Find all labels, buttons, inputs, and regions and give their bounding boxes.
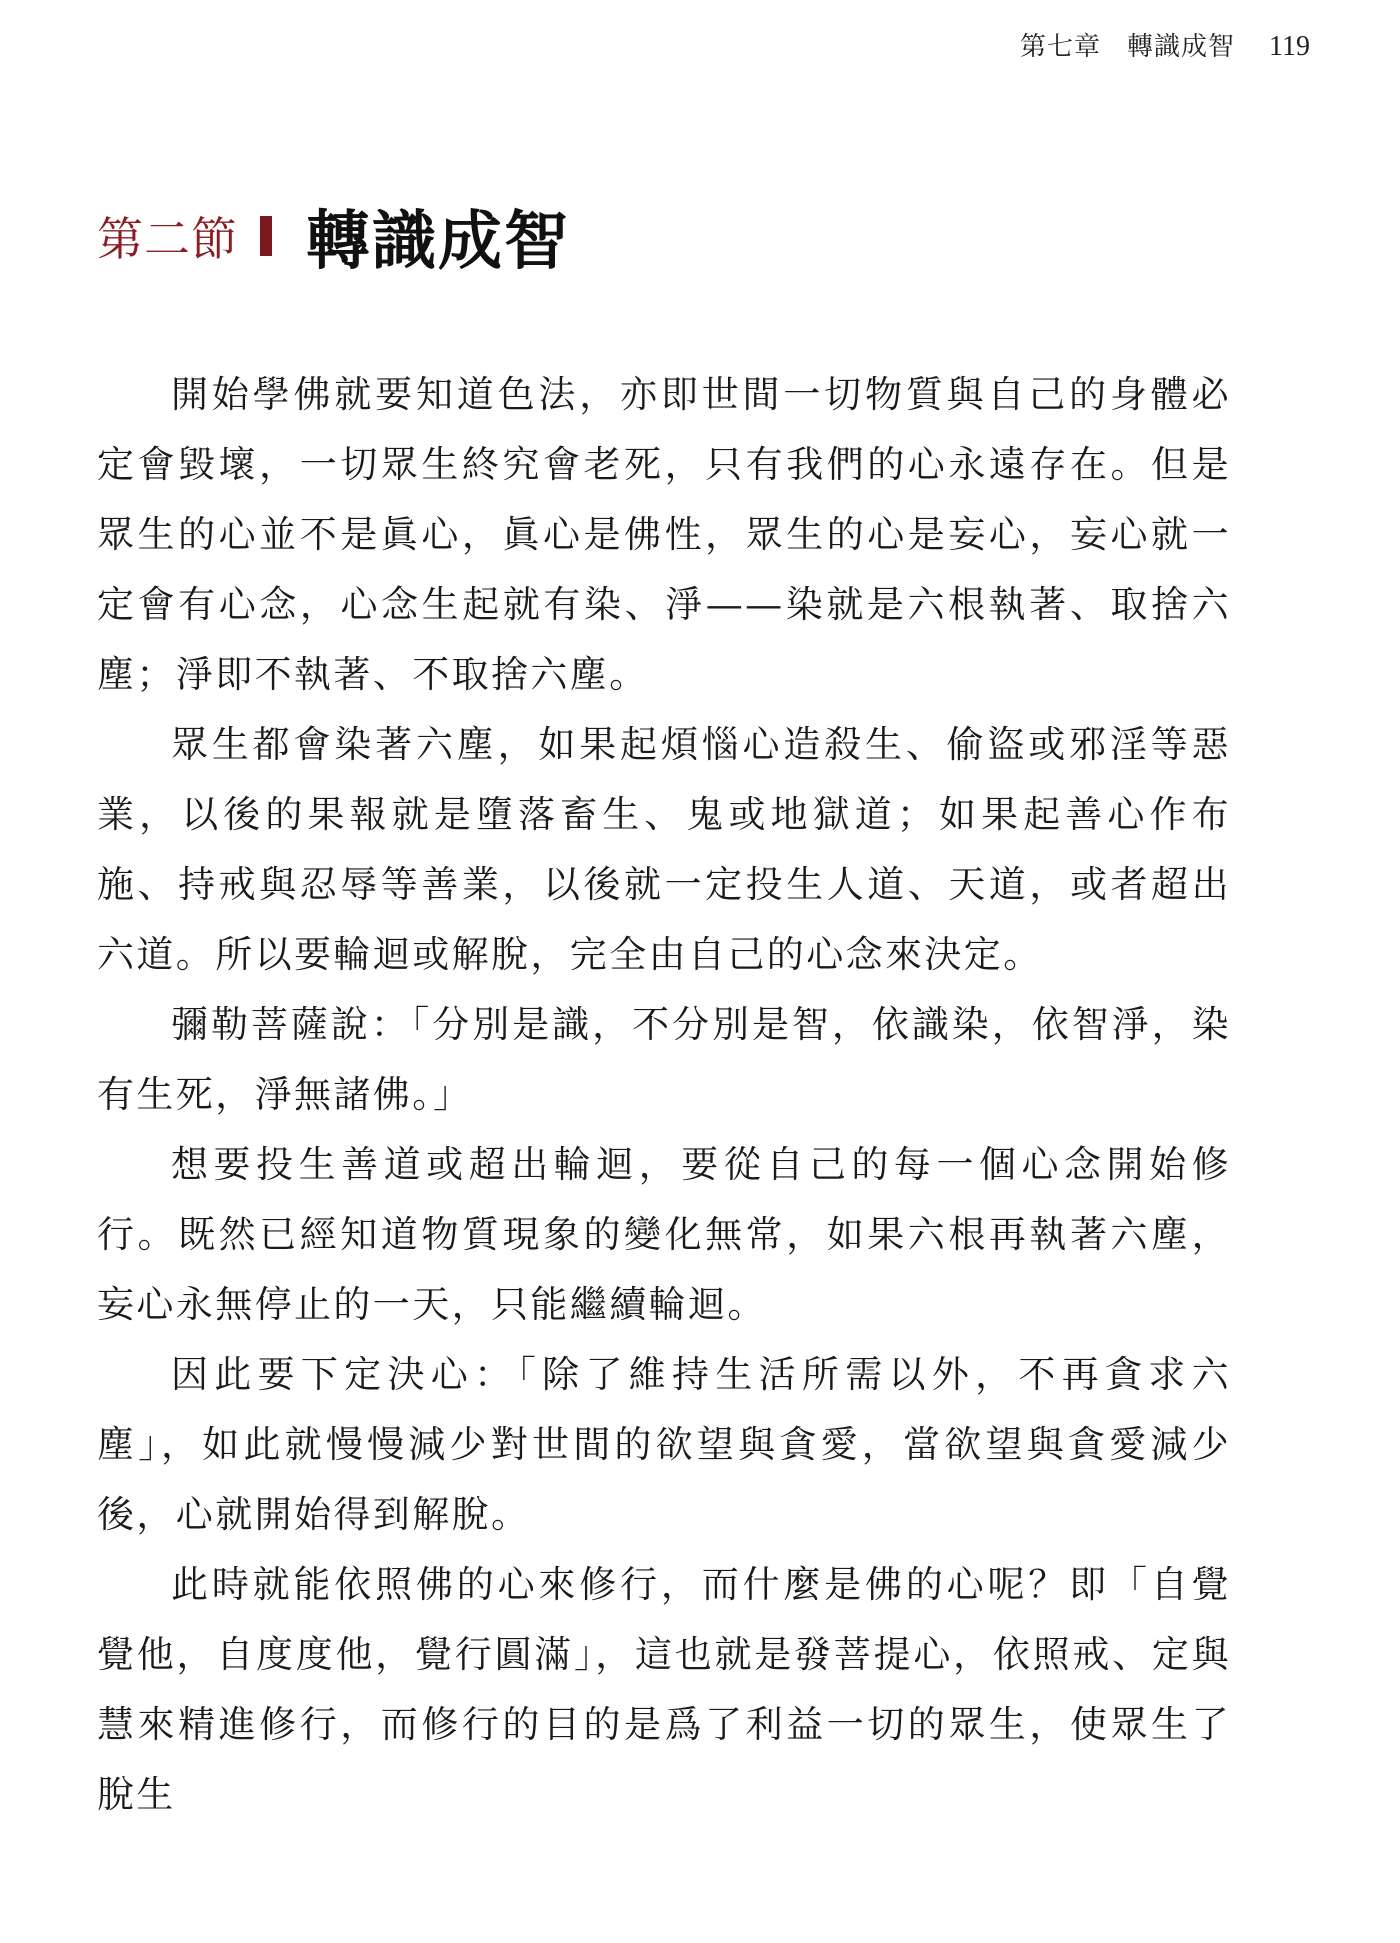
- paragraph: 此時就能依照佛的心來修行，而什麼是佛的心呢？即「自覺覺他，自度度他，覺行圓滿」，這也就是發菩提心，依照戒、定與慧來精進修行，而修行的目的是爲了利益一切的眾生，使眾生了脫生: [97, 1563, 1231, 1816]
- paragraph: 因此要下定決心：「除了維持生活所需以外，不再貪求六塵」，如此就慢慢減少對世間的欲望與貪愛，當欲望與貪愛減少後，心就開始得到解脫。: [97, 1353, 1231, 1536]
- section-title: 轉識成智: [306, 204, 570, 279]
- header-chapter: 第七章: [1020, 32, 1102, 62]
- heading-divider-bar: [260, 216, 272, 256]
- header-section-title: 轉識成智: [1127, 32, 1236, 62]
- section-label: 第二節: [97, 212, 238, 266]
- paragraph: 眾生都會染著六塵，如果起煩惱心造殺生、偷盜或邪淫等惡業，以後的果報就是墮落畜生、鬼或地獄道；如果起善心作布施、持戒與忍辱等善業，以後就一定投生人道、天道，或者超出六道。所以要輪迴或解脫，完全由自己的心念來決定。: [97, 723, 1231, 976]
- paragraph: 開始學佛就要知道色法，亦即世間一切物質與自己的身體必定會毀壞，一切眾生終究會老死，只有我們的心永遠存在。但是眾生的心並不是眞心，眞心是佛性，眾生的心是妄心，妄心就一定會有心念，心念生起就有染、淨——染就是六根執著、取捨六塵；淨即不執著、不取捨六塵。: [97, 373, 1231, 696]
- page-number: 119: [1269, 31, 1310, 62]
- body-text: [97, 360, 1231, 1830]
- running-header: [1020, 26, 1310, 62]
- section-heading: [97, 196, 570, 279]
- paragraph: 彌勒菩薩說：「分別是識，不分別是智，依識染，依智淨，染有生死，淨無諸佛。」: [97, 1003, 1231, 1116]
- paragraph: 想要投生善道或超出輪迴，要從自己的每一個心念開始修行。既然已經知道物質現象的變化無常，如果六根再執著六塵，妄心永無停止的一天，只能繼續輪迴。: [97, 1143, 1231, 1326]
